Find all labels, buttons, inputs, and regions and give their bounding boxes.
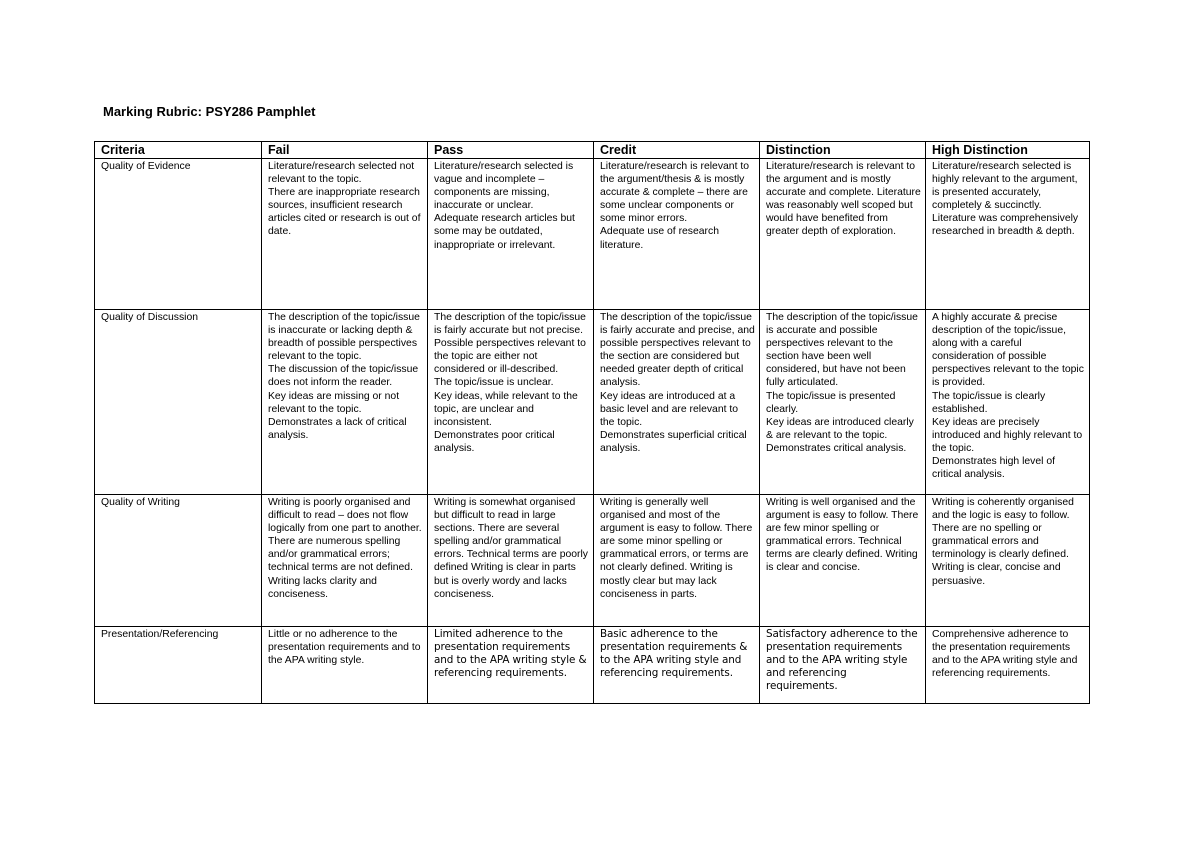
high-distinction-cell: Literature/research selected is highly relevant to the argument, is presented accurately, completely & succinctly. Literature was comprehensively researched in breadth & depth. [926, 159, 1090, 310]
header-criteria: Criteria [95, 142, 262, 159]
high-distinction-cell: A highly accurate & precise description of the topic/issue, along with a careful consideration of possible perspectives relevant to the topic is provided. The topic/issue is clearly established. Key ideas are precisely introduced and highly relevant to the topic. Demonstrates high level of critical analysis. [926, 310, 1090, 495]
high-distinction-cell: Comprehensive adherence to the presentation requirements and to the APA writing style and referencing requirements. [926, 627, 1090, 704]
fail-cell: Little or no adherence to the presentation requirements and to the APA writing style. [262, 627, 428, 704]
credit-cell: The description of the topic/issue is fairly accurate and precise, and possible perspectives relevant to the section are considered but needed greater depth of critical analysis. Key ideas are introduced at a basic level and are relevant to the topic. Demonstrates superficial critical analysis. [594, 310, 760, 495]
high-distinction-cell: Writing is coherently organised and the logic is easy to follow. There are no spelling or grammatical errors and terminology is clearly defined. Writing is clear, concise and persuasive. [926, 495, 1090, 627]
pass-cell: The description of the topic/issue is fairly accurate but not precise. Possible perspectives relevant to the topic are either not considered or ill-described. The topic/issue is unclear. Key ideas, while relevant to the topic, are unclear and inconsistent. Demonstrates poor critical analysis. [428, 310, 594, 495]
credit-cell: Literature/research is relevant to the argument/thesis & is mostly accurate & complete – there are some unclear components or some minor errors. Adequate use of research literature. [594, 159, 760, 310]
header-row [95, 142, 1090, 159]
credit-cell: Writing is generally well organised and most of the argument is easy to follow. There are some minor spelling or grammatical errors, or terms are not clearly defined. Writing is mostly clear but may lack conciseness in parts. [594, 495, 760, 627]
distinction-cell: Literature/research is relevant to the argument and is mostly accurate and complete. Literature was reasonably well scoped but would have benefited from greater depth of exploration. [760, 159, 926, 310]
header-pass: Pass [428, 142, 594, 159]
fail-cell: Writing is poorly organised and difficult to read – does not flow logically from one part to another. There are numerous spelling and/or grammatical errors; technical terms are not defined. Writing lacks clarity and conciseness. [262, 495, 428, 627]
pass-cell: Limited adherence to the presentation requirements and to the APA writing style & referencing requirements. [428, 627, 594, 704]
credit-cell: Basic adherence to the presentation requirements & to the APA writing style and referencing requirements. [594, 627, 760, 704]
fail-cell: The description of the topic/issue is inaccurate or lacking depth & breadth of possible perspectives relevant to the topic. The discussion of the topic/issue does not inform the reader. Key ideas are missing or not relevant to the topic. Demonstrates a lack of critical analysis. [262, 310, 428, 495]
page-title: Marking Rubric: PSY286 Pamphlet [103, 104, 316, 119]
header-high-distinction: High Distinction [926, 142, 1090, 159]
header-distinction: Distinction [760, 142, 926, 159]
rubric-table [94, 141, 1090, 704]
distinction-cell: Satisfactory adherence to the presentation requirements and to the APA writing style and referencing requirements. [760, 627, 926, 704]
criterion-cell: Presentation/Referencing [95, 627, 262, 704]
pass-cell: Writing is somewhat organised but difficult to read in large sections. There are several spelling and/or grammatical errors. Technical terms are poorly defined Writing is clear in parts but is overly wordy and lacks conciseness. [428, 495, 594, 627]
table-row [95, 159, 1090, 310]
distinction-cell: Writing is well organised and the argument is easy to follow. There are few minor spelling or grammatical errors. Technical terms are clearly defined. Writing is clear and concise. [760, 495, 926, 627]
criterion-cell: Quality of Discussion [95, 310, 262, 495]
header-fail: Fail [262, 142, 428, 159]
fail-cell: Literature/research selected not relevant to the topic. There are inappropriate research sources, insufficient research articles cited or research is out of date. [262, 159, 428, 310]
header-credit: Credit [594, 142, 760, 159]
table-row [95, 310, 1090, 495]
pass-cell: Literature/research selected is vague and incomplete – components are missing, inaccurate or unclear. Adequate research articles but some may be outdated, inappropriate or irrelevant. [428, 159, 594, 310]
criterion-cell: Quality of Writing [95, 495, 262, 627]
table-row [95, 495, 1090, 627]
distinction-cell: The description of the topic/issue is accurate and possible perspectives relevant to the section have been well considered, but have not been fully articulated. The topic/issue is presented clearly. Key ideas are introduced clearly & are relevant to the topic. Demonstrates critical analysis. [760, 310, 926, 495]
criterion-cell: Quality of Evidence [95, 159, 262, 310]
table-row [95, 627, 1090, 704]
